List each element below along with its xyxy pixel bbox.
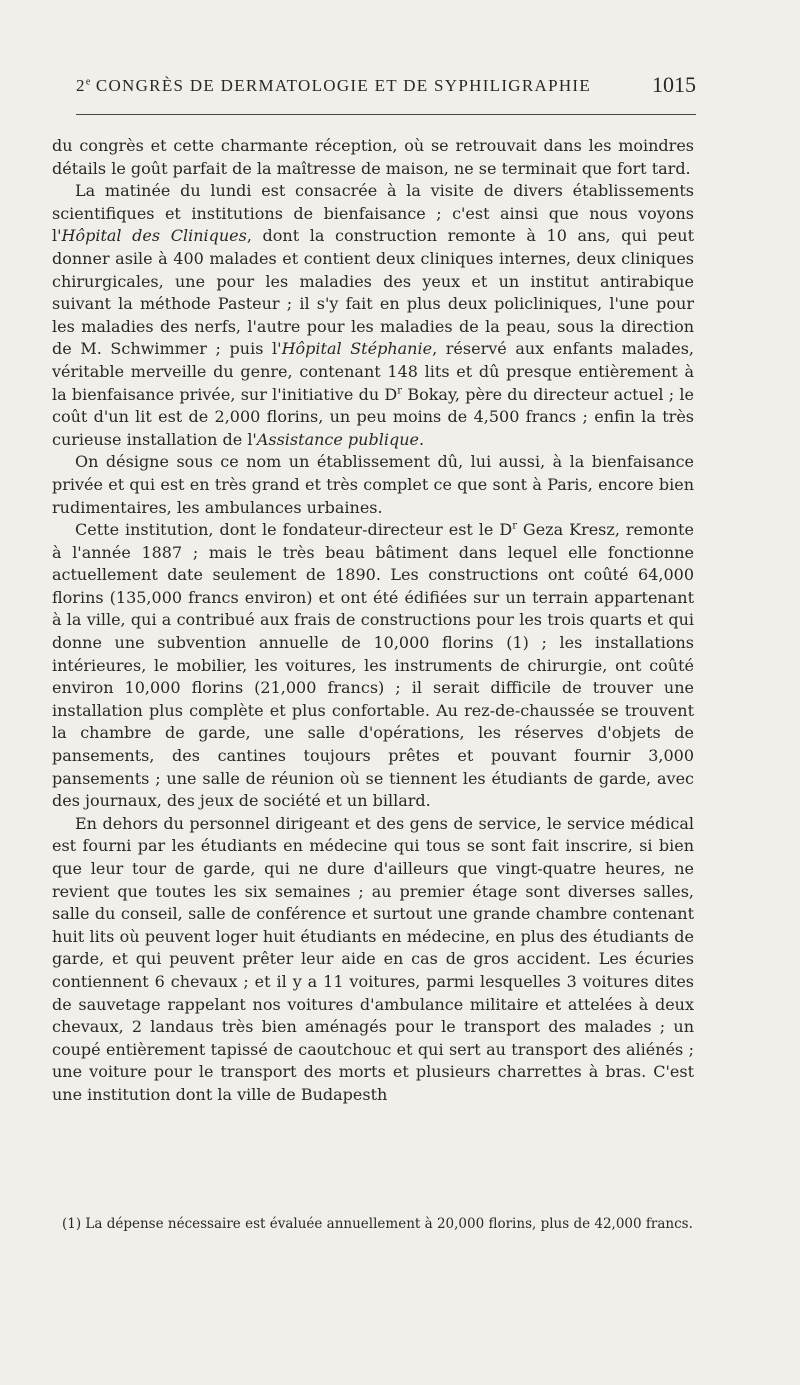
p2-text-c: , réservé aux enfants malades, véritable merveille du genre, contenant 148 lits et dû presque entièrement à la bienfaisance privée, sur l'initiative du D (52, 339, 695, 404)
p2-text-e: . (418, 429, 425, 449)
header-rule (76, 114, 696, 115)
p4-text-b: Geza Kresz, remonte à l'année 1887 ; mais le très beau bâtiment dans lequel elle fonctionne actuellement date seulement de 1890. Les constructions ont coûté 64,000 florins (135,000 francs environ) et ont été édifiées sur un terrain appartenant à la ville, qui a contribué aux frais de constructions pour les trois quarts et qui donne une subvention annuelle de 10,000 florins (1) ; les installations intérieures, le mobilier, les voitures, les instruments de chirurgie, ont coûté environ 10,000 florins (21,000 francs) ; il serait difficile de trouver une installation plus complète et plus confortable. Au rez-de-chaussée se trouvent la chambre de garde, une salle d'opérations, les réserves d'objets de pansements, des cantines toujours prêtes et pouvant fournir 3,000 pansements ; une salle de réunion où se tiennent les étudiants de garde, avec des journaux, des jeux de société et un billard. (52, 520, 695, 811)
p2-dr-superscript: r (397, 385, 403, 397)
footnote-text: (1) La dépense nécessaire est évaluée annuellement à 20,000 florins, plus de 42,000 francs. (62, 1216, 693, 1232)
p4-text-a: Cette institution, dont le fondateur-directeur est le D (75, 520, 513, 540)
footnote (52, 1214, 694, 1234)
paragraph-3: On désigne sous ce nom un établissement dû, lui aussi, à la bienfaisance privée et qui est en très grand et très complet ce que sont à Paris, encore bien rudimentaires, les ambulances urbaines. (52, 452, 694, 517)
running-title-text: CONGRÈS DE DERMATOLOGIE ET DE SYPHILIGRAPHIE (90, 76, 592, 95)
ordinal-superscript: e (85, 76, 91, 88)
p2-text-b: , dont la construction remonte à 10 ans, qui peut donner asile à 400 malades et contient deux cliniques internes, deux cliniques chirurgicales, une pour les maladies des yeux et un institut antirabique suivant la méthode Pasteur ; il s'y fait en plus deux policliniques, l'une pour les maladies des nerfs, l'autre pour les maladies de la peau, sous la direction de M. Schwimmer ; puis l' (52, 226, 694, 359)
paragraph-4 (52, 519, 694, 813)
paragraph-2 (52, 180, 694, 451)
congress-ordinal: 2 (76, 76, 86, 95)
p2-text-a: La matinée du lundi est consacrée à la visite de divers établissements scientifiques et institutions de bienfaisance ; c'est ainsi que nous voyons l' (52, 181, 694, 246)
body-text (52, 135, 694, 1107)
paragraph-5: En dehors du personnel dirigeant et des gens de service, le service médical est fourni par les étudiants en médecine qui tous se sont fait inscrire, si bien que leur tour de garde, qui ne dure d'ailleurs que vingt-quatre heures, ne revient que toutes les six semaines ; au premier étage sont diverses salles, salle du conseil, salle de conférence et surtout une grande chambre contenant huit lits où peuvent loger huit étudiants en médecine, en plus des étudiants de garde, et qui peuvent prêter leur aide en cas de gros accident. Les écuries contiennent 6 chevaux ; et il y a 11 voitures, parmi lesquelles 3 voitures dites de sauvetage rappelant nos voitures d'ambulance militaire et attelées à deux chevaux, 2 landaus très bien aménagés pour le transport des malades ; un coupé entièrement tapissé de caoutchouc et qui sert au transport des aliénés ; une voiture pour le transport des morts et plusieurs charrettes à bras. C'est une institution dont la ville de Budapesth (52, 813, 694, 1104)
p4-dr-superscript: r (512, 520, 517, 532)
page-header (76, 72, 696, 104)
assistance-publique-italic: Assistance publique (256, 429, 419, 449)
hopital-cliniques-italic: Hôpital des Cliniques (61, 226, 247, 246)
paragraph-1: du congrès et cette charmante réception, où se retrouvait dans les moindres détails le goût parfait de la maîtresse de maison, ne se terminait que fort tard. (52, 136, 694, 178)
page-number: 1015 (652, 72, 696, 97)
running-title (76, 76, 591, 96)
hopital-stephanie-italic: Hôpital Stéphanie (281, 339, 433, 359)
p2-text-d: Bokay, père du directeur actuel ; le coût d'un lit est de 2,000 florins, un peu moins de 4,500 francs ; enfin la très curieuse installation de l' (52, 384, 695, 449)
